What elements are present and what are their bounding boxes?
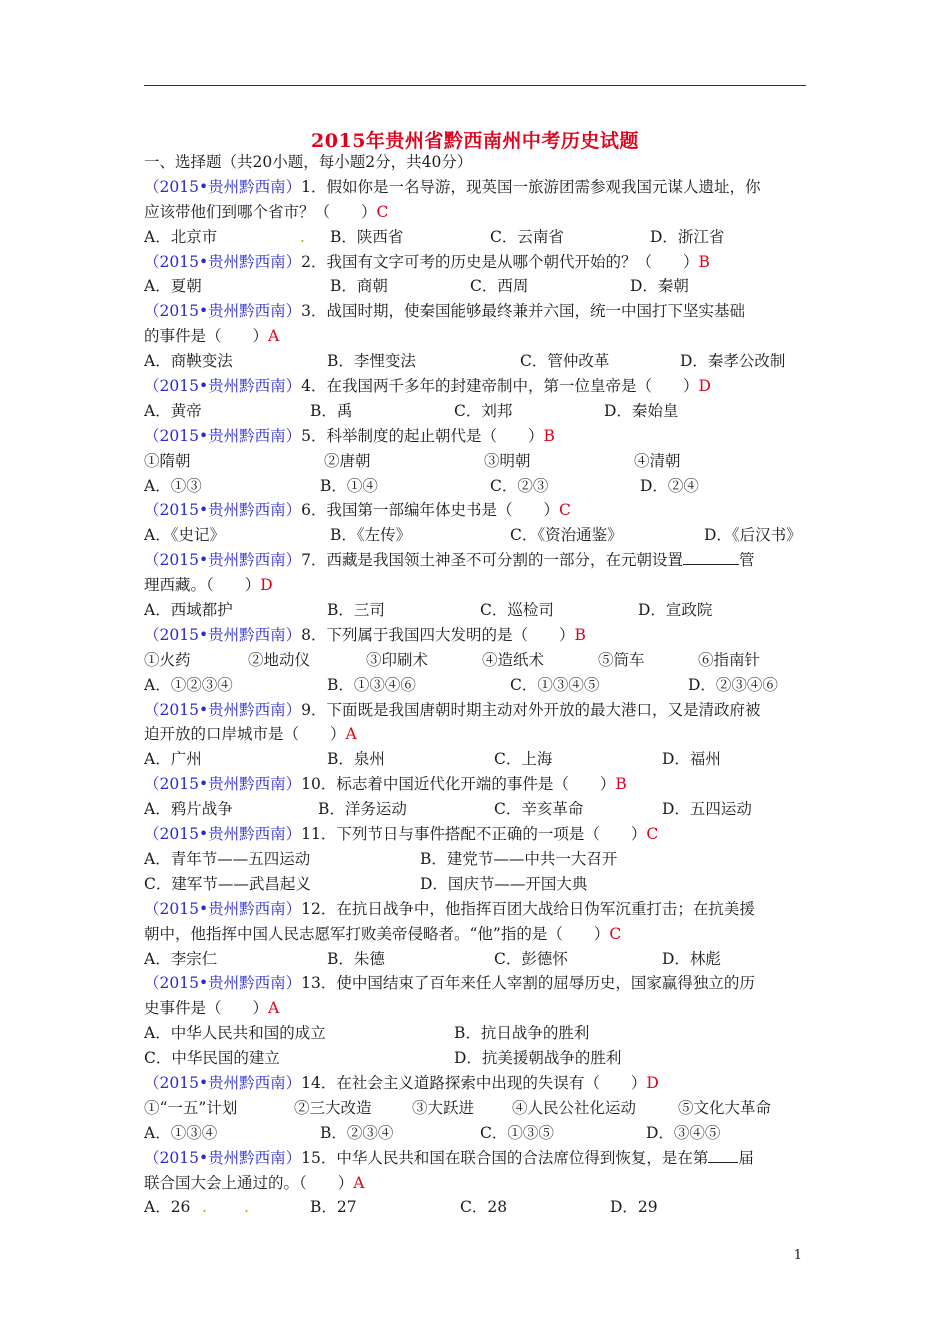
option-d: D．秦朝 (630, 277, 689, 296)
answer: C (558, 501, 571, 520)
option-b: B．洋务运动 (318, 800, 407, 819)
question-6 (144, 498, 814, 523)
dot-mark: . (300, 227, 305, 246)
options-7 (144, 598, 814, 623)
question-stem: 13．使中国结束了百年来任人宰割的屈辱历史，国家赢得独立的历 (301, 974, 755, 993)
answer: C (376, 202, 389, 221)
option-a: A．中华人民共和国的成立 (144, 1024, 326, 1043)
option-b: B．陕西省 (330, 227, 404, 246)
option-b: B．27 (310, 1198, 357, 1217)
option-d: D．国庆节——开国大典 (420, 874, 588, 893)
exam-body (144, 150, 814, 1220)
item-1: ①隋朝 (144, 451, 191, 470)
answer: A (268, 999, 280, 1018)
question-13 (144, 971, 814, 996)
question-2 (144, 250, 814, 275)
option-b: B．①④ (320, 476, 378, 495)
question-stem: 2．我国有文字可考的历史是从哪个朝代开始的？（ ） (301, 252, 699, 271)
option-d: D．浙江省 (650, 227, 725, 246)
option-a: A．青年节——五四运动 (144, 849, 311, 868)
question-14 (144, 1071, 814, 1096)
source-tag: （2015•贵州黔西南） (144, 700, 302, 719)
source-tag: （2015•贵州黔西南） (144, 825, 302, 844)
dot-mark: . (244, 1198, 249, 1217)
option-d: D．抗美援朝战争的胜利 (454, 1049, 622, 1068)
option-c: C．《资治通鉴》 (510, 526, 623, 545)
question-stem-cont: 史事件是（ ） (144, 999, 269, 1018)
item-2: ②地动仪 (248, 650, 311, 669)
answer: B (543, 426, 555, 445)
items-5 (144, 449, 814, 474)
answer: B (574, 625, 586, 644)
options-14 (144, 1121, 814, 1146)
question-stem: 8．下列属于我国四大发明的是（ ） (301, 625, 575, 644)
option-a: A．26 (144, 1198, 191, 1217)
item-4: ④造纸术 (482, 650, 545, 669)
question-9 (144, 698, 814, 723)
question-stem-end: 管 (738, 551, 755, 570)
answer: C (646, 825, 659, 844)
item-2: ②三大改造 (294, 1098, 372, 1117)
option-a: A．广州 (144, 750, 202, 769)
option-c: C．西周 (470, 277, 529, 296)
option-d: D．五四运动 (662, 800, 752, 819)
question-7-cont (144, 573, 814, 598)
fill-blank (708, 1147, 738, 1163)
question-15-cont (144, 1171, 814, 1196)
item-3: ③印刷术 (366, 650, 429, 669)
question-stem: 1．假如你是一名导游，现英国一旅游团需参观我国元谋人遗址，你 (301, 177, 761, 196)
page-number: 1 (793, 1248, 802, 1263)
question-stem-cont: 理西藏。（ ） (144, 576, 261, 595)
option-a: A．夏朝 (144, 277, 202, 296)
option-a: A．《史记》 (144, 526, 225, 545)
question-stem: 9．下面既是我国唐朝时期主动对外开放的最大港口，又是清政府被 (301, 700, 761, 719)
question-12-cont (144, 922, 814, 947)
options-13-cd (144, 1046, 814, 1071)
question-3-cont (144, 324, 814, 349)
source-tag: （2015•贵州黔西南） (144, 551, 302, 570)
source-tag: （2015•贵州黔西南） (144, 625, 302, 644)
answer: B (698, 252, 710, 271)
option-d: D．②③④⑥ (688, 675, 778, 694)
source-tag: （2015•贵州黔西南） (144, 775, 302, 794)
options-4 (144, 399, 814, 424)
option-d: D．③④⑤ (646, 1123, 721, 1142)
options-11-ab (144, 847, 814, 872)
question-1-cont (144, 200, 814, 225)
options-10 (144, 797, 814, 822)
item-4: ④清朝 (634, 451, 681, 470)
question-12 (144, 897, 814, 922)
question-10 (144, 772, 814, 797)
item-2: ②唐朝 (324, 451, 371, 470)
question-stem: 15．中华人民共和国在联合国的合法席位得到恢复，是在第 (301, 1148, 709, 1167)
question-1 (144, 175, 814, 200)
options-6 (144, 523, 814, 548)
source-tag: （2015•贵州黔西南） (144, 177, 302, 196)
question-stem: 10．标志着中国近代化开端的事件是（ ） (301, 775, 616, 794)
item-5: ⑤筒车 (598, 650, 645, 669)
question-stem: 11．下列节日与事件搭配不正确的一项是（ ） (301, 825, 647, 844)
question-stem-cont: 迫开放的口岸城市是（ ） (144, 725, 346, 744)
source-tag: （2015•贵州黔西南） (144, 1148, 302, 1167)
option-a: A．黄帝 (144, 401, 202, 420)
item-3: ③大跃进 (412, 1098, 475, 1117)
options-13-ab (144, 1021, 814, 1046)
option-b: B．抗日战争的胜利 (454, 1024, 590, 1043)
question-13-cont (144, 996, 814, 1021)
answer: A (353, 1173, 365, 1192)
item-3: ③明朝 (484, 451, 531, 470)
option-b: B．②③④ (320, 1123, 394, 1142)
answer: B (615, 775, 627, 794)
items-14 (144, 1096, 814, 1121)
source-tag: （2015•贵州黔西南） (144, 974, 302, 993)
options-11-cd (144, 872, 814, 897)
options-15 (144, 1195, 814, 1220)
item-1: ①“一五”计划 (144, 1098, 238, 1117)
option-b: B．建党节——中共一大召开 (420, 849, 618, 868)
source-tag: （2015•贵州黔西南） (144, 377, 302, 396)
option-a: A．①③④ (144, 1123, 218, 1142)
option-b: B．《左传》 (330, 526, 412, 545)
option-c: C．上海 (494, 750, 553, 769)
answer: D (698, 377, 711, 396)
question-stem: 3．战国时期，使秦国能够最终兼并六国，统一中国打下坚实基础 (301, 302, 745, 321)
options-12 (144, 947, 814, 972)
question-stem: 5．科举制度的起止朝代是（ ） (301, 426, 544, 445)
options-3 (144, 349, 814, 374)
option-a: A．商鞅变法 (144, 352, 233, 371)
option-c: C．②③ (490, 476, 549, 495)
question-11 (144, 822, 814, 847)
question-15 (144, 1146, 814, 1171)
section-heading: 一、选择题（共20小题，每小题2分，共40分） (144, 153, 473, 171)
option-d: D．秦孝公改制 (680, 352, 786, 371)
answer: D (646, 1073, 659, 1092)
option-a: A．①②③④ (144, 675, 233, 694)
options-1 (144, 225, 814, 250)
header-rule (144, 85, 806, 86)
option-b: B．朱德 (327, 949, 385, 968)
source-tag: （2015•贵州黔西南） (144, 1073, 302, 1092)
question-stem-cont: 应该带他们到哪个省市？（ ） (144, 202, 377, 221)
question-stem-cont: 联合国大会上通过的。（ ） (144, 1173, 354, 1192)
option-c: C．管仲改革 (520, 352, 610, 371)
option-c: C．云南省 (490, 227, 564, 246)
question-stem: 7．西藏是我国领土神圣不可分割的一部分，在元朝设置 (301, 551, 683, 570)
question-8 (144, 623, 814, 648)
fill-blank (683, 549, 739, 565)
options-2 (144, 274, 814, 299)
option-a: A．①③ (144, 476, 202, 495)
source-tag: （2015•贵州黔西南） (144, 252, 302, 271)
option-a: A．鸦片战争 (144, 800, 233, 819)
option-d: D．秦始皇 (604, 401, 679, 420)
page-title: 2015年贵州省黔西南州中考历史试题 (311, 130, 639, 152)
answer: D (260, 576, 273, 595)
source-tag: （2015•贵州黔西南） (144, 899, 302, 918)
option-b: B．李悝变法 (327, 352, 416, 371)
option-d: D．林彪 (662, 949, 721, 968)
question-3 (144, 299, 814, 324)
option-a: A．李宗仁 (144, 949, 218, 968)
item-5: ⑤文化大革命 (678, 1098, 772, 1117)
option-c: C．28 (460, 1198, 508, 1217)
question-stem-end: 届 (738, 1148, 754, 1167)
item-4: ④人民公社化运动 (512, 1098, 637, 1117)
item-6: ⑥指南针 (698, 650, 761, 669)
question-stem: 14．在社会主义道路探索中出现的失误有（ ） (301, 1073, 647, 1092)
source-tag: （2015•贵州黔西南） (144, 426, 302, 445)
question-stem-cont: 的事件是（ ） (144, 327, 269, 346)
question-stem: 6．我国第一部编年体史书是（ ） (301, 501, 559, 520)
options-8 (144, 673, 814, 698)
item-1: ①火药 (144, 650, 191, 669)
answer: A (345, 725, 357, 744)
option-d: D．②④ (640, 476, 699, 495)
question-stem-cont: 朝中，他指挥中国人民志愿军打败美帝侵略者。“他”指的是（ ） (144, 924, 610, 943)
question-stem: 4．在我国两千多年的封建帝制中，第一位皇帝是（ ） (301, 377, 699, 396)
options-9 (144, 747, 814, 772)
option-c: C．巡检司 (480, 601, 554, 620)
items-8 (144, 648, 814, 673)
answer: A (268, 327, 280, 346)
option-d: D．宣政院 (638, 601, 713, 620)
option-c: C．辛亥革命 (494, 800, 584, 819)
question-9-cont (144, 722, 814, 747)
option-b: B．①③④⑥ (327, 675, 416, 694)
dot-mark: . (202, 1198, 207, 1217)
option-c: C．建军节——武昌起义 (144, 874, 311, 893)
option-a: A．西域都护 (144, 601, 233, 620)
option-c: C．刘邦 (454, 401, 513, 420)
question-7 (144, 548, 814, 573)
option-d: D．29 (610, 1198, 658, 1217)
option-b: B．禹 (310, 401, 353, 420)
option-d: D．福州 (662, 750, 721, 769)
source-tag: （2015•贵州黔西南） (144, 501, 302, 520)
options-5 (144, 474, 814, 499)
option-a: A．北京市 (144, 227, 218, 246)
answer: C (609, 924, 622, 943)
option-b: B．泉州 (327, 750, 385, 769)
source-tag: （2015•贵州黔西南） (144, 302, 302, 321)
option-c: C．中华民国的建立 (144, 1049, 280, 1068)
question-4 (144, 374, 814, 399)
option-c: C．彭德怀 (494, 949, 568, 968)
question-stem: 12．在抗日战争中，他指挥百团大战给日伪军沉重打击；在抗美援 (301, 899, 755, 918)
option-b: B．商朝 (330, 277, 388, 296)
option-d: D．《后汉书》 (704, 526, 802, 545)
option-c: C．①③④⑤ (510, 675, 600, 694)
question-5 (144, 424, 814, 449)
option-b: B．三司 (327, 601, 385, 620)
option-c: C．①③⑤ (480, 1123, 554, 1142)
